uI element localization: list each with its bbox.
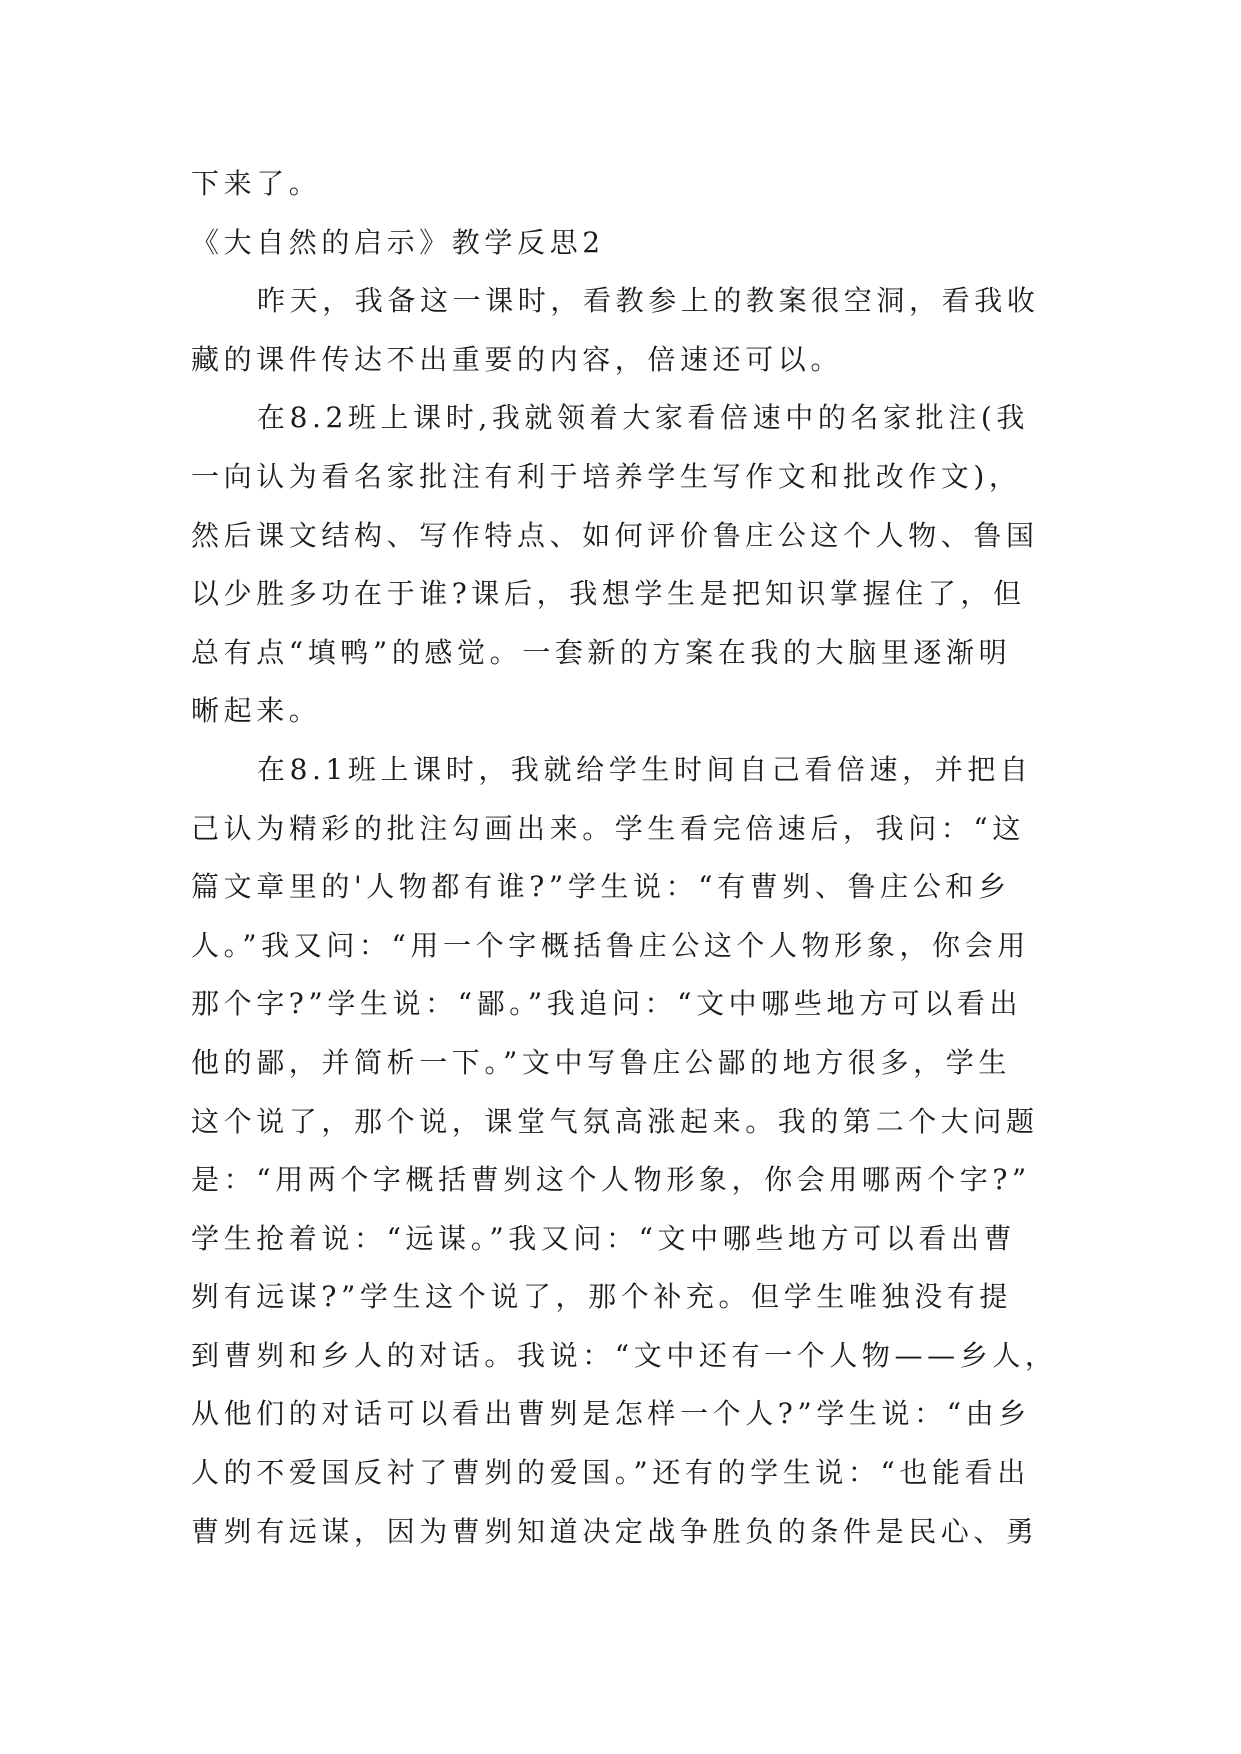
section-title: 《大自然的启示》教学反思2 <box>191 225 605 259</box>
paragraph-line: 人。”我又问：“用一个字概括鲁庄公这个人物形象，你会用 <box>191 928 1030 962</box>
paragraph-line: 己认为精彩的批注勾画出来。学生看完倍速后，我问：“这 <box>191 811 1025 845</box>
paragraph-line: 在8.2班上课时,我就领着大家看倍速中的名家批注(我 <box>257 401 1029 435</box>
paragraph-line: 到曹刿和乡人的对话。我说：“文中还有一个人物——乡人， <box>191 1338 1058 1372</box>
paragraph-line: 藏的课件传达不出重要的内容，倍速还可以。 <box>191 342 844 376</box>
paragraph-line: 晰起来。 <box>191 694 322 728</box>
paragraph-line: 在8.1班上课时，我就给学生时间自己看倍速，并把自 <box>257 752 1033 786</box>
paragraph-line: 一向认为看名家批注有利于培养学生写作文和批改作文)， <box>191 459 1022 493</box>
paragraph-line: 这个说了，那个说，课堂气氛高涨起来。我的第二个大问题 <box>191 1104 1039 1138</box>
document-body <box>191 155 1058 1561</box>
paragraph-line: 那个字?”学生说：“鄙。”我追问：“文中哪些地方可以看出 <box>191 987 1023 1021</box>
paragraph-line: 是：“用两个字概括曹刿这个人物形象，你会用哪两个字?” <box>191 1163 1031 1197</box>
paragraph-line: 总有点“填鸭”的感觉。一套新的方案在我的大脑里逐渐明 <box>191 635 1012 669</box>
paragraph-line: 他的鄙，并简析一下。”文中写鲁庄公鄙的地方很多，学生 <box>191 1045 1011 1079</box>
text-line: 下来了。 <box>191 167 322 200</box>
paragraph-line: 以少胜多功在于谁?课后，我想学生是把知识掌握住了，但 <box>191 577 1026 611</box>
paragraph-line: 刿有远谋?”学生这个说了，那个补充。但学生唯独没有提 <box>191 1280 1012 1314</box>
paragraph-line: 然后课文结构、写作特点、如何评价鲁庄公这个人物、鲁国 <box>191 518 1039 552</box>
paragraph-line: 曹刿有远谋，因为曹刿知道决定战争胜负的条件是民心、勇 <box>191 1514 1039 1548</box>
paragraph-line: 昨天，我备这一课时，看教参上的教案很空洞，看我收 <box>257 284 1040 318</box>
paragraph-line: 篇文章里的'人物都有谁?”学生说：“有曹刿、鲁庄公和乡 <box>191 870 1011 904</box>
paragraph-line: 学生抢着说：“远谋。”我又问：“文中哪些地方可以看出曹 <box>191 1221 1017 1255</box>
paragraph-line: 人的不爱国反衬了曹刿的爱国。”还有的学生说：“也能看出 <box>191 1456 1030 1490</box>
paragraph-line: 从他们的对话可以看出曹刿是怎样一个人?”学生说：“由乡 <box>191 1397 1031 1431</box>
